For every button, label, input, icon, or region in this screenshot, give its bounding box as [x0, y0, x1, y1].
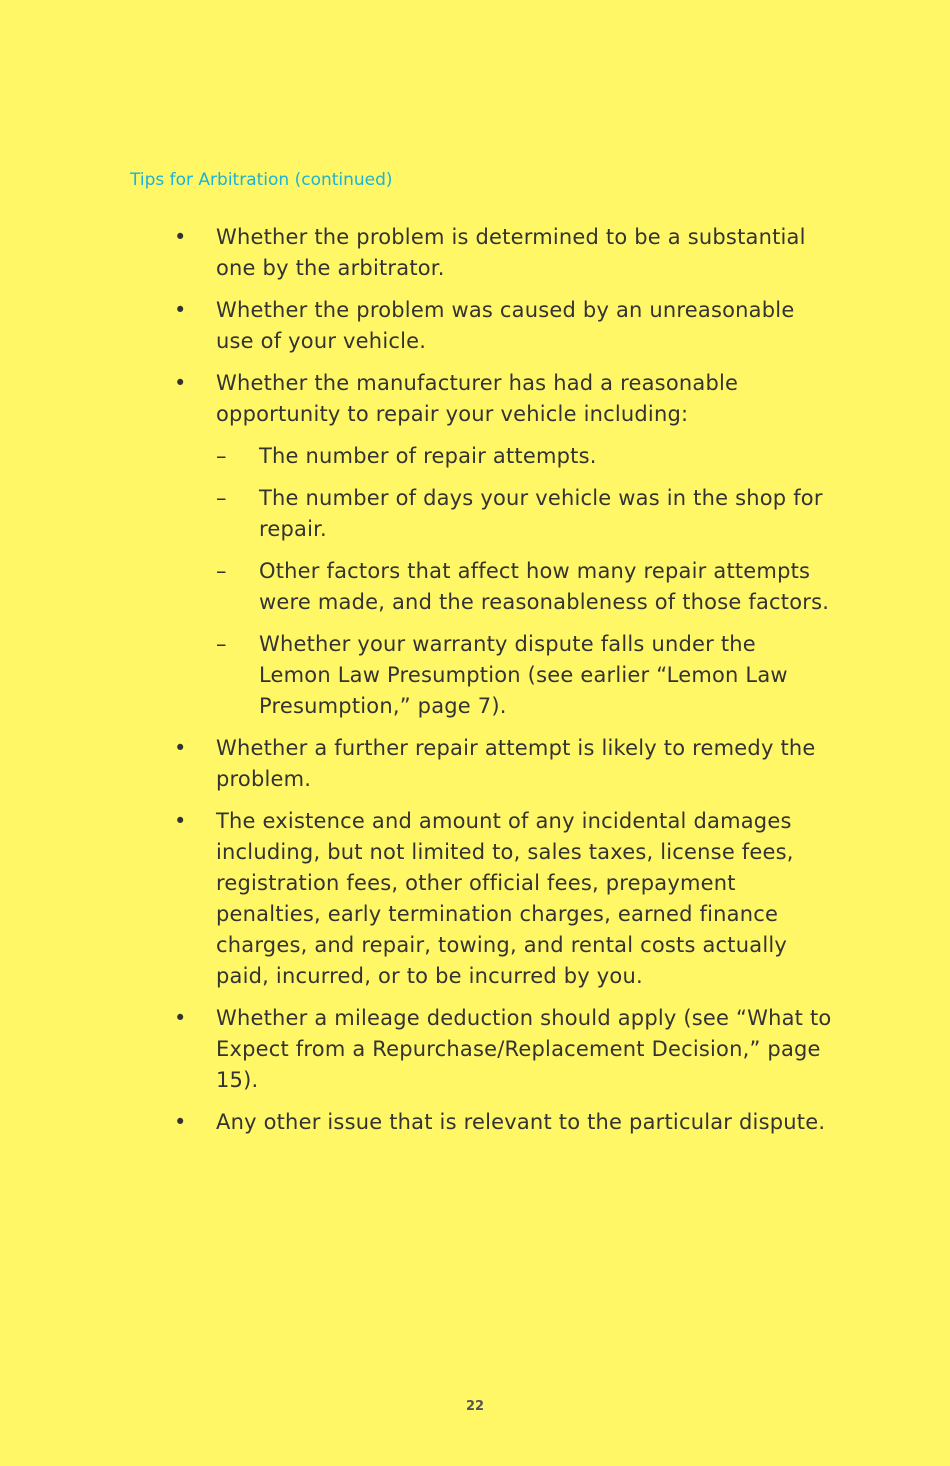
- section-heading: Tips for Arbitration (continued): [130, 170, 393, 190]
- sub-list-item: [216, 483, 834, 545]
- bullet-icon: •: [174, 1006, 187, 1030]
- dash-icon: –: [216, 559, 227, 583]
- sub-list-item-text: Whether your warranty dispute falls under the Lemon Law Presumption (see earlier “Lemon Law Presumption,” page 7).: [259, 632, 788, 718]
- sub-list: [216, 441, 834, 722]
- bullet-icon: •: [174, 1110, 187, 1134]
- list-item: [174, 1107, 834, 1138]
- page-number: 22: [465, 1399, 485, 1414]
- list-item: [174, 222, 834, 284]
- sub-list-item: [216, 629, 834, 722]
- sub-list-item: [216, 556, 834, 618]
- list-item-text: The existence and amount of any incidental damages including, but not limited to, sales taxes, license fees, registration fees, other official fees, prepayment penalties, early termination charges, earned finance charges, and repair, towing, and rental costs actually paid, incurred, or to be incurred by you.: [216, 809, 794, 988]
- list-item-text: Any other issue that is relevant to the particular dispute.: [216, 1110, 826, 1134]
- list-item-text: Whether the manufacturer has had a reasonable opportunity to repair your vehicle including:: [216, 371, 739, 426]
- list-item: [174, 733, 834, 795]
- list-item: [174, 1003, 834, 1096]
- list-item-text: Whether the problem was caused by an unreasonable use of your vehicle.: [216, 298, 795, 353]
- list-item: [174, 295, 834, 357]
- list-item-text: Whether the problem is determined to be a substantial one by the arbitrator.: [216, 225, 806, 280]
- bullet-icon: •: [174, 371, 187, 395]
- bullet-icon: •: [174, 225, 187, 249]
- dash-icon: –: [216, 486, 227, 510]
- bullet-icon: •: [174, 298, 187, 322]
- dash-icon: –: [216, 632, 227, 656]
- sub-list-item: [216, 441, 834, 472]
- document-body: [174, 222, 834, 1149]
- list-item: [174, 806, 834, 992]
- list-item-text: Whether a further repair attempt is likely to remedy the problem.: [216, 736, 816, 791]
- dash-icon: –: [216, 444, 227, 468]
- bullet-icon: •: [174, 736, 187, 760]
- sub-list-item-text: Other factors that affect how many repair attempts were made, and the reasonableness of those factors.: [259, 559, 830, 614]
- sub-list-item-text: The number of days your vehicle was in the shop for repair.: [259, 486, 823, 541]
- bullet-list: [174, 222, 834, 1138]
- list-item-text: Whether a mileage deduction should apply (see “What to Expect from a Repurchase/Replacement Decision,” page 15).: [216, 1006, 832, 1092]
- list-item: [174, 368, 834, 722]
- sub-list-item-text: The number of repair attempts.: [259, 444, 597, 468]
- bullet-icon: •: [174, 809, 187, 833]
